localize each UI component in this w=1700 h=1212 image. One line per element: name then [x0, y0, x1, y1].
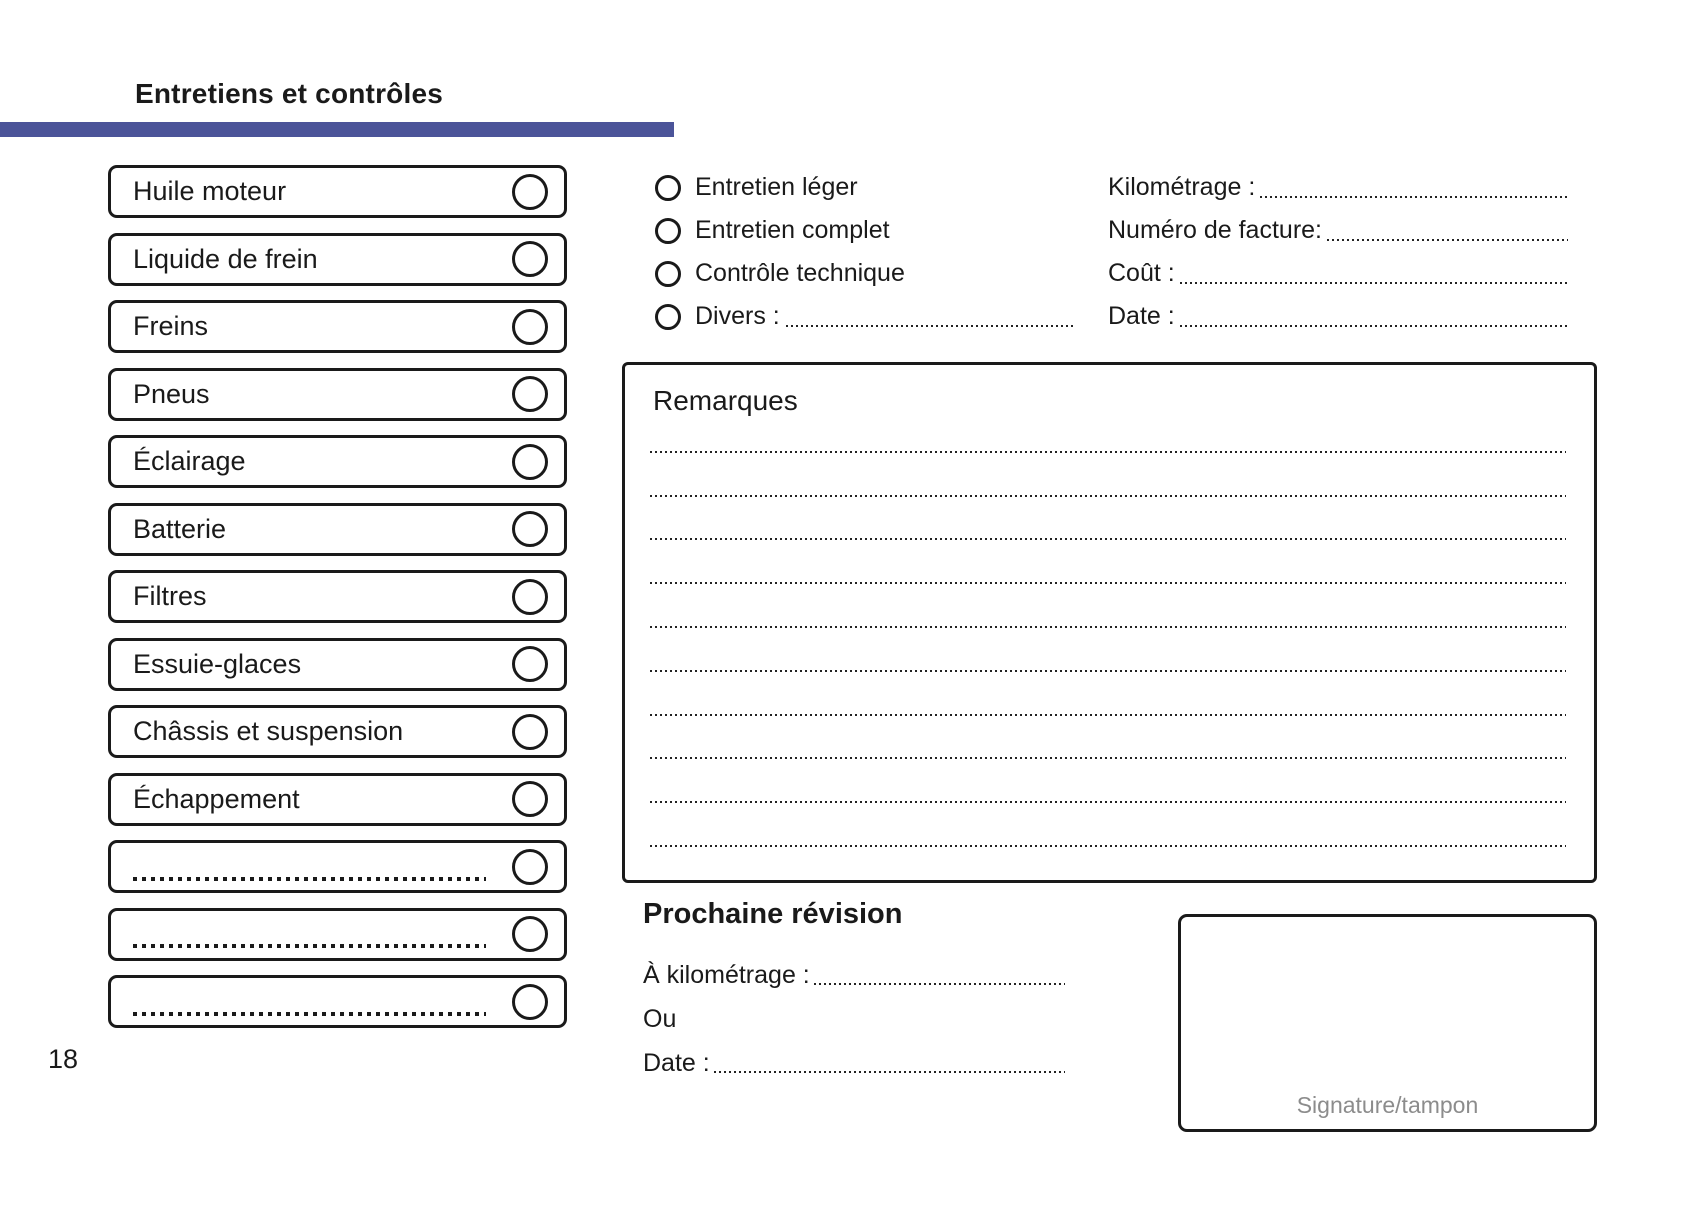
- service-type-option: [655, 252, 1074, 295]
- invoice-field-label: Date :: [1108, 302, 1175, 330]
- remark-line: [650, 716, 1566, 760]
- checklist-item: [108, 773, 567, 826]
- next-revision-entry-line[interactable]: [714, 1071, 1065, 1073]
- remarks-box: [622, 362, 1597, 883]
- invoice-fields: [1108, 166, 1568, 338]
- checkbox-circle[interactable]: [512, 781, 548, 817]
- next-revision-field-label: Ou: [643, 1004, 677, 1033]
- next-revision-field: [643, 953, 1065, 997]
- checkbox-circle[interactable]: [512, 376, 548, 412]
- next-revision-field-label: Date :: [643, 1048, 710, 1077]
- next-revision-field: [643, 1041, 1065, 1085]
- service-type-option: [655, 209, 1074, 252]
- checkbox-circle[interactable]: [512, 241, 548, 277]
- remark-entry-line[interactable]: [650, 845, 1566, 847]
- checkbox-circle[interactable]: [512, 444, 548, 480]
- remark-line: [650, 584, 1566, 628]
- remark-line: [650, 540, 1566, 584]
- next-revision-field: [643, 997, 1065, 1041]
- next-revision-field-label: À kilométrage :: [643, 960, 810, 989]
- invoice-field-label: Coût :: [1108, 259, 1175, 287]
- checklist-item: [108, 300, 567, 353]
- blank-entry-line[interactable]: [133, 944, 486, 948]
- remark-line: [650, 453, 1566, 497]
- checklist-item-label: Freins: [133, 311, 209, 341]
- invoice-field: [1108, 166, 1568, 209]
- signature-stamp-box[interactable]: [1178, 914, 1597, 1132]
- blank-entry-line[interactable]: [133, 877, 486, 881]
- checklist-item-label: Essuie-glaces: [133, 648, 302, 679]
- next-revision-fields: [643, 953, 1065, 1085]
- service-type-option: [655, 295, 1074, 338]
- radio-circle[interactable]: [655, 175, 681, 201]
- checklist-item-label: Éclairage: [133, 446, 246, 476]
- blank-entry-line[interactable]: [133, 1012, 486, 1016]
- service-type-options: [655, 166, 1074, 338]
- service-type-label: Entretien léger: [695, 173, 858, 201]
- divers-entry-line[interactable]: [786, 325, 1074, 327]
- invoice-field-label: Kilométrage :: [1108, 173, 1256, 201]
- checkbox-circle[interactable]: [512, 984, 548, 1020]
- invoice-field-label: Numéro de facture:: [1108, 216, 1322, 244]
- invoice-field: [1108, 252, 1568, 295]
- checkbox-circle[interactable]: [512, 511, 548, 547]
- accent-bar: [0, 122, 674, 137]
- checklist-item: [108, 435, 567, 488]
- invoice-field: [1108, 295, 1568, 338]
- remark-line: [650, 628, 1566, 672]
- invoice-field: [1108, 209, 1568, 252]
- checkbox-circle[interactable]: [512, 646, 548, 682]
- invoice-field-entry-line[interactable]: [1260, 196, 1568, 198]
- checklist-item: [108, 233, 567, 286]
- checklist-item-label: Échappement: [133, 783, 300, 814]
- checklist-item: [108, 165, 567, 218]
- checklist-item: [108, 975, 567, 1028]
- checklist-item: [108, 908, 567, 961]
- checkbox-circle[interactable]: [512, 714, 548, 750]
- checkbox-circle[interactable]: [512, 309, 548, 345]
- checklist-item-label: Huile moteur: [133, 176, 287, 206]
- page-number: 18: [48, 1044, 79, 1074]
- checkbox-circle[interactable]: [512, 174, 548, 210]
- service-type-label: Divers :: [695, 302, 780, 330]
- checkbox-circle[interactable]: [512, 916, 548, 952]
- remark-line: [650, 672, 1566, 716]
- checklist-item: [108, 503, 567, 556]
- checklist-item-label: Filtres: [133, 581, 207, 611]
- maintenance-checklist: [108, 165, 567, 1028]
- remark-line: [650, 759, 1566, 803]
- remarks-title: Remarques: [653, 385, 798, 416]
- checkbox-circle[interactable]: [512, 849, 548, 885]
- remark-line: [650, 497, 1566, 541]
- checklist-item-label: Pneus: [133, 378, 210, 409]
- remark-line: [650, 803, 1566, 847]
- remark-line: [650, 409, 1566, 453]
- next-revision-entry-line[interactable]: [814, 983, 1065, 985]
- checklist-item-label: Liquide de frein: [133, 243, 318, 274]
- remarks-write-area: [650, 409, 1566, 847]
- checklist-item-label: Châssis et suspension: [133, 716, 404, 746]
- checklist-item-label: Batterie: [133, 513, 227, 544]
- service-type-label: Entretien complet: [695, 216, 890, 244]
- checklist-item: [108, 705, 567, 758]
- next-revision-section: [643, 898, 1065, 1085]
- invoice-field-entry-line[interactable]: [1180, 282, 1568, 284]
- radio-circle[interactable]: [655, 304, 681, 330]
- checklist-item: [108, 638, 567, 691]
- service-type-option: [655, 166, 1074, 209]
- checklist-item: [108, 570, 567, 623]
- radio-circle[interactable]: [655, 261, 681, 287]
- service-type-label: Contrôle technique: [695, 259, 905, 287]
- page-title: Entretiens et contrôles: [135, 78, 444, 109]
- next-revision-heading: Prochaine révision: [643, 898, 903, 930]
- invoice-field-entry-line[interactable]: [1327, 239, 1568, 241]
- checkbox-circle[interactable]: [512, 579, 548, 615]
- radio-circle[interactable]: [655, 218, 681, 244]
- checklist-item: [108, 368, 567, 421]
- signature-stamp-label: Signature/tampon: [1296, 1092, 1479, 1118]
- invoice-field-entry-line[interactable]: [1180, 325, 1568, 327]
- checklist-item: [108, 840, 567, 893]
